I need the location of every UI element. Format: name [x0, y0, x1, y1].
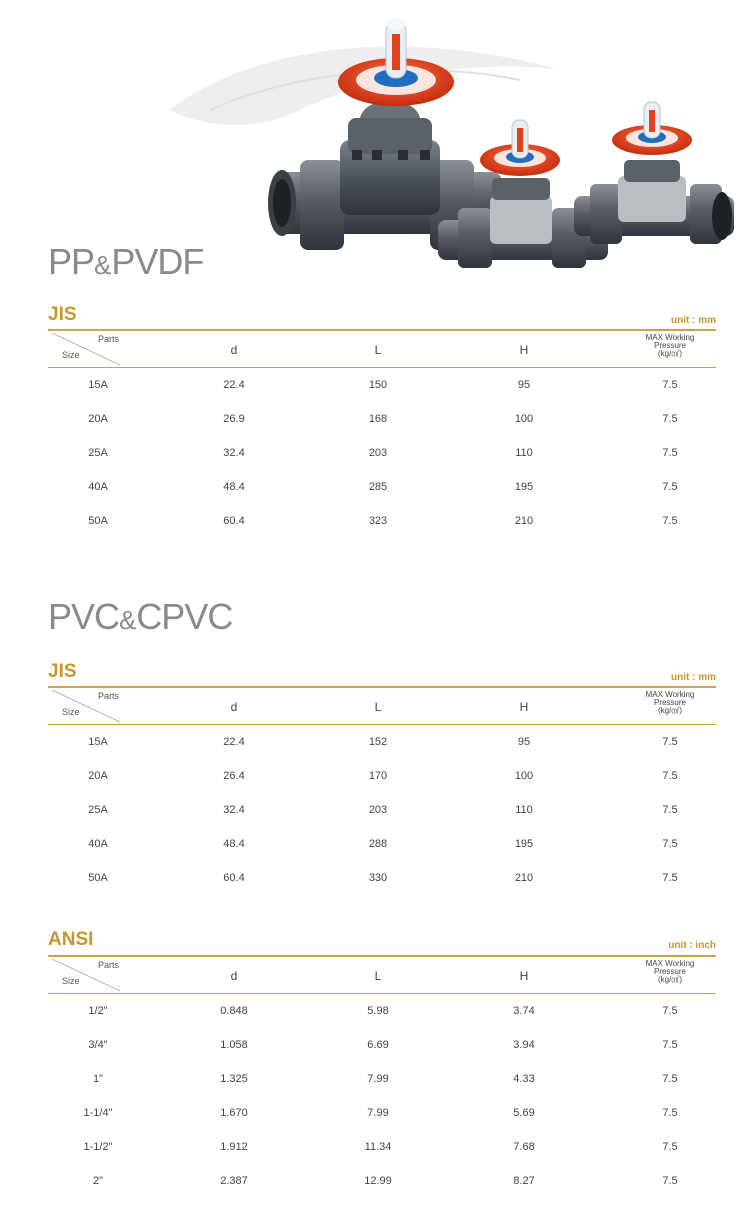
l-header: L — [374, 700, 382, 714]
size-cell: 20A — [88, 413, 108, 425]
pressure-cell: 7.5 — [662, 1005, 678, 1017]
l-cell: 152 — [368, 736, 388, 748]
material-a: PP — [48, 241, 95, 282]
d-cell: 32.4 — [223, 447, 245, 459]
l-cell: 203 — [368, 447, 388, 459]
pressure-header-line1: MAX Working — [645, 690, 695, 699]
l-cell: 203 — [368, 804, 388, 816]
h-header: H — [519, 969, 529, 983]
pressure-header — [630, 691, 710, 715]
h-cell: 110 — [515, 804, 533, 816]
l-cell: 288 — [368, 838, 388, 850]
size-cell: 25A — [88, 447, 108, 459]
d-header: d — [230, 700, 238, 714]
pressure-cell: 7.5 — [662, 736, 678, 748]
h-cell: 3.74 — [513, 1005, 535, 1017]
standard-label: JIS — [48, 304, 77, 325]
pressure-cell: 7.5 — [662, 872, 678, 884]
table-row — [48, 470, 716, 504]
size-cell: 50A — [88, 515, 108, 527]
d-cell: 60.4 — [223, 515, 245, 527]
h-cell: 100 — [514, 770, 534, 782]
l-cell: 6.69 — [367, 1039, 389, 1051]
h-cell: 5.69 — [513, 1107, 535, 1119]
table-row — [48, 994, 716, 1028]
size-cell: 1-1/4" — [83, 1107, 113, 1119]
l-cell: 7.99 — [367, 1107, 389, 1119]
table-row — [48, 759, 716, 793]
size-header: Size — [62, 707, 80, 717]
l-cell: 5.98 — [367, 1005, 389, 1017]
pressure-header — [630, 960, 710, 984]
parts-header: Parts — [98, 334, 120, 344]
unit-label: unit : mm — [671, 315, 716, 326]
pressure-cell: 7.5 — [662, 447, 678, 459]
section-title-pvc-cpvc — [48, 596, 232, 638]
d-cell: 26.4 — [223, 770, 245, 782]
pressure-header-line2: Pressure — [653, 698, 686, 707]
size-cell: 20A — [88, 770, 108, 782]
pressure-cell: 7.5 — [662, 1175, 678, 1187]
pressure-header-line2: Pressure — [653, 967, 686, 976]
h-cell: 8.27 — [513, 1175, 535, 1187]
table-row — [48, 436, 716, 470]
parts-header: Parts — [98, 960, 120, 970]
l-cell: 11.34 — [364, 1141, 392, 1153]
d-header: d — [230, 969, 238, 983]
material-b: PVDF — [111, 241, 204, 282]
pressure-header-line3: (kg/㎠) — [658, 706, 682, 715]
l-cell: 150 — [368, 379, 388, 391]
pressure-header — [630, 334, 710, 358]
d-cell: 26.9 — [223, 413, 245, 425]
ampersand: & — [119, 607, 137, 635]
h-cell: 7.68 — [513, 1141, 535, 1153]
pressure-cell: 7.5 — [662, 481, 678, 493]
h-cell: 3.94 — [513, 1039, 535, 1051]
h-cell: 100 — [514, 413, 534, 425]
l-cell: 330 — [368, 872, 388, 884]
l-header: L — [374, 969, 382, 983]
size-header: Size — [62, 350, 80, 360]
d-cell: 22.4 — [223, 736, 245, 748]
pressure-cell: 7.5 — [662, 1039, 678, 1051]
spec-table-pp-jis — [48, 331, 716, 538]
d-cell: 32.4 — [223, 804, 245, 816]
l-cell: 285 — [368, 481, 388, 493]
size-cell: 2" — [92, 1175, 104, 1187]
pressure-cell: 7.5 — [662, 515, 678, 527]
size-cell: 15A — [88, 379, 108, 391]
d-cell: 0.848 — [220, 1005, 248, 1017]
d-cell: 48.4 — [223, 481, 245, 493]
table-row — [48, 368, 716, 402]
h-header: H — [519, 343, 529, 357]
standard-label: JIS — [48, 661, 77, 682]
table-row — [48, 861, 716, 895]
d-cell: 48.4 — [223, 838, 245, 850]
table-row — [48, 402, 716, 436]
d-cell: 22.4 — [223, 379, 245, 391]
table-row — [48, 1096, 716, 1130]
table-header — [48, 688, 716, 724]
size-cell: 40A — [88, 838, 108, 850]
size-cell: 3/4" — [88, 1039, 108, 1051]
size-cell: 15A — [88, 736, 108, 748]
l-header: L — [374, 343, 382, 357]
table-row — [48, 827, 716, 861]
pressure-cell: 7.5 — [662, 770, 678, 782]
h-cell: 195 — [514, 838, 534, 850]
table-row — [48, 1164, 716, 1198]
h-cell: 195 — [514, 481, 534, 493]
spec-table-pvc-ansi — [48, 957, 716, 1198]
pressure-header-line1: MAX Working — [645, 959, 695, 968]
material-a: PVC — [48, 596, 120, 637]
spec-table-pvc-jis — [48, 688, 716, 895]
pressure-cell: 7.5 — [662, 1141, 678, 1153]
pressure-header-line2: Pressure — [653, 341, 686, 350]
l-cell: 323 — [368, 515, 388, 527]
pressure-cell: 7.5 — [662, 1107, 678, 1119]
h-cell: 4.33 — [513, 1073, 535, 1085]
l-cell: 168 — [368, 413, 388, 425]
pressure-cell: 7.5 — [662, 804, 678, 816]
table-row — [48, 1062, 716, 1096]
pressure-cell: 7.5 — [662, 838, 678, 850]
size-cell: 1" — [92, 1073, 104, 1085]
h-cell: 95 — [517, 736, 531, 748]
standard-label: ANSI — [48, 929, 94, 950]
size-cell: 1/2" — [88, 1005, 108, 1017]
table-row — [48, 793, 716, 827]
h-header: H — [519, 700, 529, 714]
section-title-pp-pvdf — [48, 241, 203, 283]
size-cell: 25A — [88, 804, 108, 816]
unit-label: unit : inch — [668, 940, 716, 951]
table-row — [48, 725, 716, 759]
d-cell: 2.387 — [220, 1175, 248, 1187]
d-cell: 60.4 — [223, 872, 245, 884]
pressure-header-line1: MAX Working — [645, 333, 695, 342]
size-cell: 50A — [88, 872, 108, 884]
h-cell: 95 — [517, 379, 531, 391]
h-cell: 110 — [515, 447, 533, 459]
pressure-header-line3: (kg/㎠) — [658, 975, 682, 984]
pressure-cell: 7.5 — [662, 413, 678, 425]
parts-header: Parts — [98, 691, 120, 701]
table-header — [48, 331, 716, 367]
table-row — [48, 1130, 716, 1164]
pressure-cell: 7.5 — [662, 379, 678, 391]
size-header: Size — [62, 976, 80, 986]
ampersand: & — [94, 252, 112, 280]
d-cell: 1.670 — [220, 1107, 248, 1119]
d-cell: 1.325 — [220, 1073, 248, 1085]
pressure-cell: 7.5 — [662, 1073, 678, 1085]
unit-label: unit : mm — [671, 672, 716, 683]
table-row — [48, 1028, 716, 1062]
l-cell: 12.99 — [364, 1175, 392, 1187]
size-cell: 1-1/2" — [83, 1141, 113, 1153]
table-row — [48, 504, 716, 538]
d-cell: 1.058 — [220, 1039, 248, 1051]
d-header: d — [230, 343, 238, 357]
l-cell: 7.99 — [367, 1073, 389, 1085]
h-cell: 210 — [514, 515, 534, 527]
d-cell: 1.912 — [220, 1141, 248, 1153]
size-cell: 40A — [88, 481, 108, 493]
table-header — [48, 957, 716, 993]
l-cell: 170 — [368, 770, 388, 782]
pressure-header-line3: (kg/㎠) — [658, 349, 682, 358]
material-b: CPVC — [136, 596, 233, 637]
h-cell: 210 — [514, 872, 534, 884]
